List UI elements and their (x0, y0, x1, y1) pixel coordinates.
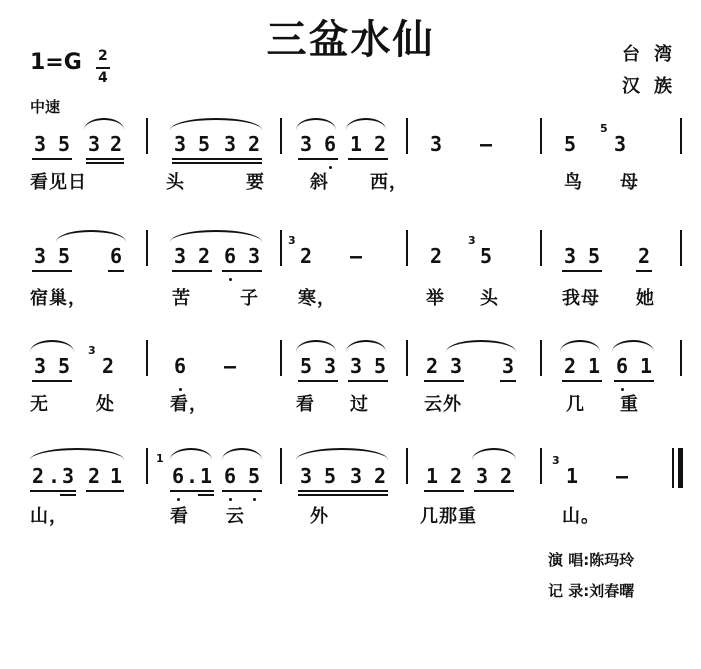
lyric: 子 (240, 288, 259, 309)
lyric: 要 (246, 172, 265, 193)
lyric: 看见日 (30, 172, 87, 193)
time-signature-numerator: 2 (98, 48, 108, 64)
lyric: 头 (480, 288, 499, 309)
score-row-4: 2 . 3 2 1 1 6 . 1 6 5 3 5 3 2 1 2 3 2 3 1 – 山， 看 云 外 几那重 山。 (0, 448, 701, 548)
lyric: 云 (226, 506, 245, 527)
time-signature-line (96, 67, 110, 69)
lyric: 宿巢， (30, 288, 87, 309)
score-row-3: 3 5 3 2 6 – 5 3 3 5 2 3 3 2 1 6 1 无 处 看， 看 过 云外 几 重 (0, 340, 701, 440)
credit-name: 刘春曙 (589, 582, 635, 600)
lyric: 外 (310, 506, 329, 527)
lyric: 看 (170, 506, 189, 527)
lyric: 她 (636, 288, 655, 309)
lyric: 无 (30, 394, 49, 415)
lyric: 过 (350, 394, 369, 415)
key-signature: 1=G (30, 50, 82, 75)
lyric: 母 (620, 172, 639, 193)
lyric: 我母 (562, 288, 600, 309)
lyric: 看 (296, 394, 315, 415)
lyric: 斜 (310, 172, 329, 193)
song-title: 三盆水仙 (266, 17, 435, 63)
lyric: 看， (170, 394, 208, 415)
credit-singer (548, 549, 634, 570)
lyric: 云外 (424, 394, 462, 415)
lyric: 山。 (562, 506, 600, 527)
credit-name: 陈玛玲 (589, 551, 635, 569)
lyric: 几 (566, 394, 585, 415)
origin-region: 台湾 (622, 44, 686, 65)
score-row-1: 3 5 3 2 3 5 3 2 3 6 1 2 3 – 5 5 3 看见日 头 要 斜 西， 鸟 母 (0, 118, 701, 218)
score-row-2: 3 5 6 3 2 6 3 3 2 – 2 3 5 3 5 2 宿巢， 苦 子 寒， 举 头 我母 她 (0, 230, 701, 330)
lyric: 重 (620, 394, 639, 415)
lyric: 苦 (172, 288, 191, 309)
lyric: 鸟 (564, 172, 583, 193)
lyric: 处 (96, 394, 115, 415)
lyric: 头 (166, 172, 185, 193)
time-signature-denominator: 4 (98, 70, 108, 86)
origin-ethnicity: 汉族 (622, 76, 686, 97)
credit-role: 演 唱: (548, 551, 590, 569)
lyric: 山， (30, 506, 68, 527)
lyric: 西， (370, 172, 408, 193)
credit-role: 记 录: (548, 582, 590, 600)
lyric: 几那重 (420, 506, 477, 527)
lyric: 寒， (298, 288, 336, 309)
tempo-marking: 中速 (30, 98, 61, 116)
credit-transcriber (548, 580, 634, 601)
lyric: 举 (426, 288, 445, 309)
